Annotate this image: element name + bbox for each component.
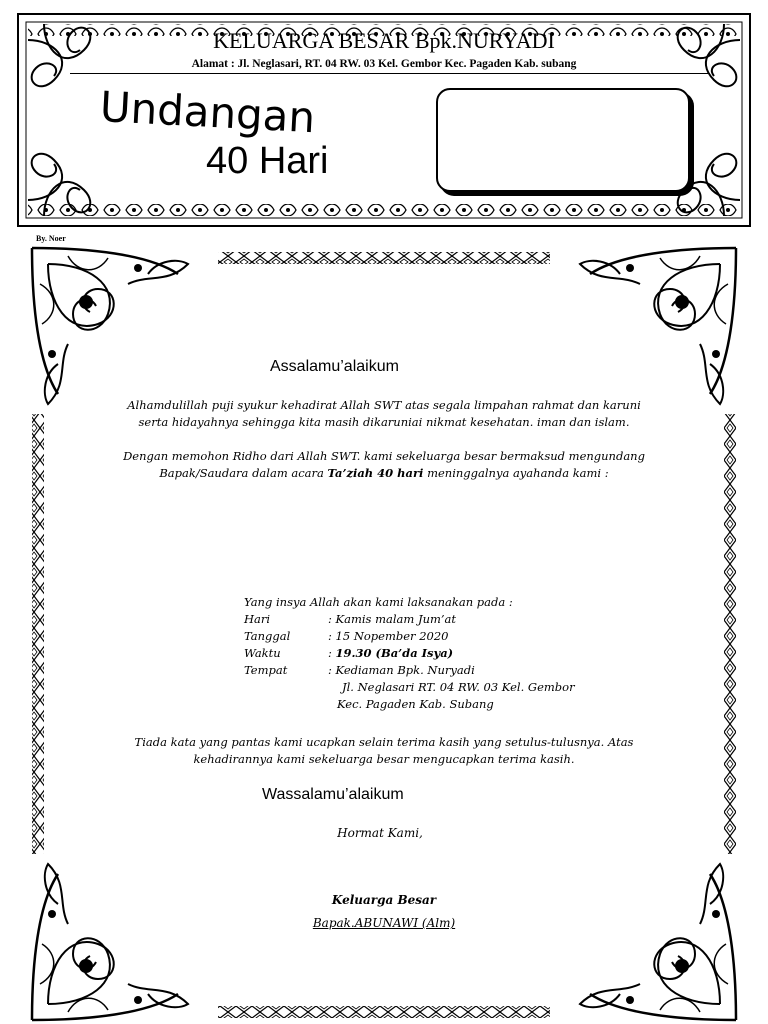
tempat-address-line-2: Kec. Pagaden Kab. Subang	[337, 697, 494, 711]
event-name: Ta’ziah 40 hari	[327, 466, 424, 480]
waktu-colon: :	[328, 646, 332, 660]
hari-value: : Kamis malam Jum’at	[328, 612, 457, 626]
waktu-label: Waktu	[244, 646, 281, 660]
closing-paragraph	[0, 734, 768, 768]
invitation-post: meninggalnya ayahanda kami :	[427, 466, 609, 480]
greeting-salam: Assalamu’alaikum	[270, 358, 399, 375]
title-undangan: Undangan	[98, 82, 317, 143]
tempat-address-line-1: Jl. Neglasari RT. 04 RW. 03 Kel. Gembor	[342, 680, 575, 694]
opening-line-2: serta hidayahnya sehingga kita masih dikaruniai nikmat kesehatan. iman dan islam.	[138, 415, 630, 429]
signature-name: Bapak.ABUNAWI (Alm)	[312, 916, 456, 930]
invitation-line-2	[0, 465, 768, 482]
closing-line-1: Tiada kata yang pantas kami ucapkan selain terima kasih yang setulus-tulusnya. Atas	[134, 735, 634, 749]
farewell-salam: Wassalamu’alaikum	[262, 786, 404, 803]
schedule-row-tanggal	[244, 628, 575, 645]
designer-credit: By. Noer	[36, 234, 66, 243]
schedule-row-hari	[244, 611, 575, 628]
tempat-value: : Kediaman Bpk. Nuryadi	[328, 663, 475, 677]
family-address: Alamat : Jl. Neglasari, RT. 04 RW. 03 Kel. Gembor Kec. Pagaden Kab. subang	[191, 58, 577, 70]
schedule-row-waktu	[244, 645, 575, 662]
header-divider	[70, 73, 710, 74]
tanggal-label: Tanggal	[244, 629, 291, 643]
family-name-heading: KELUARGA BESAR Bpk.NURYADI	[213, 28, 555, 53]
invitation-pre: Bapak/Saudara dalam acara	[159, 466, 324, 480]
schedule-intro: Yang insya Allah akan kami laksanakan pada :	[244, 595, 513, 609]
hari-label: Hari	[244, 612, 271, 626]
schedule-row-tempat	[244, 662, 575, 679]
opening-paragraph	[0, 397, 768, 431]
schedule-block	[244, 594, 575, 713]
invitation-paragraph	[0, 448, 768, 482]
tanggal-value: : 15 Nopember 2020	[328, 629, 449, 643]
opening-line-1: Alhamdulillah puji syukur kehadirat Allah SWT atas segala limpahan rahmat dan karuni	[127, 398, 641, 412]
invitation-line-1: Dengan memohon Ridho dari Allah SWT. kami sekeluarga besar bermaksud mengundang	[123, 449, 645, 463]
title-40-hari: 40 Hari	[206, 140, 329, 182]
waktu-value: 19.30 (Ba’da Isya)	[335, 646, 454, 660]
closing-line-2: kehadirannya kami sekeluarga besar mengucapkan terima kasih.	[193, 752, 575, 766]
recipient-name-box	[436, 88, 690, 192]
signature-family: Keluarga Besar	[331, 893, 437, 907]
regards-text: Hormat Kami,	[337, 826, 423, 840]
tempat-label: Tempat	[244, 663, 288, 677]
